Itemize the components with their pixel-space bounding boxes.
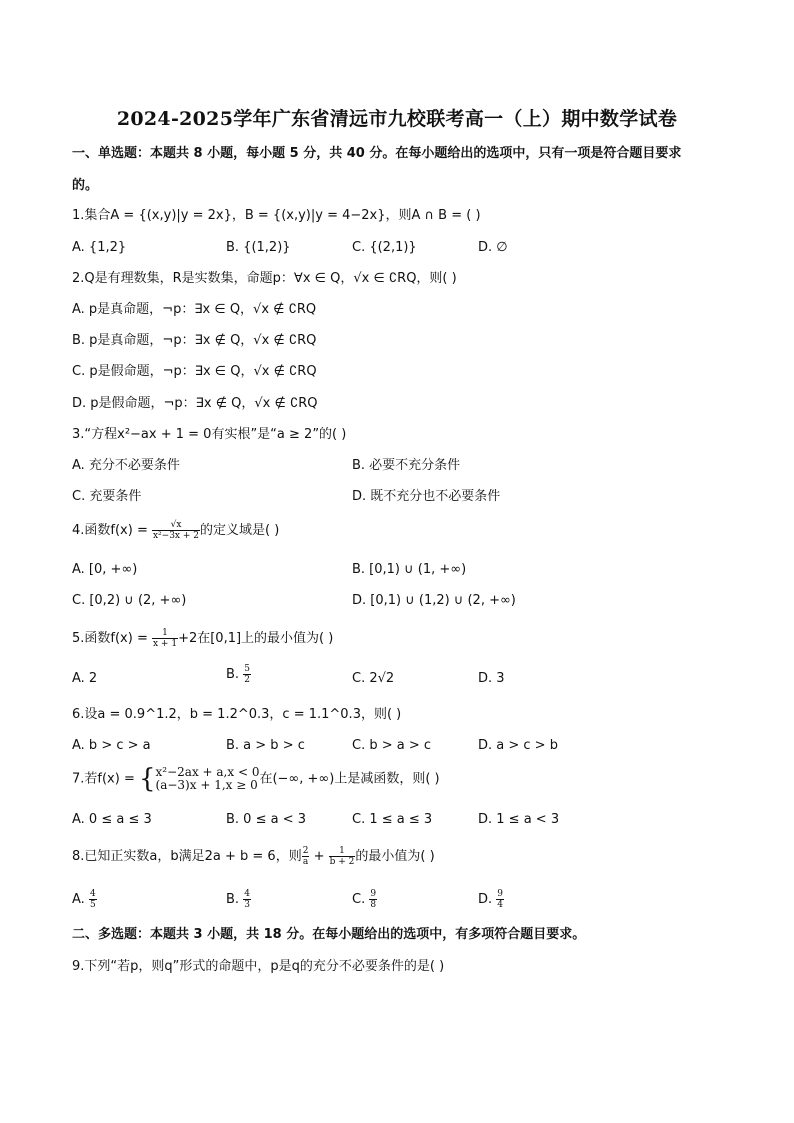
q7-case-1: x²−2ax + a,x < 0 <box>155 765 260 779</box>
q2-option-c: C. p是假命题，¬p：∃x ∈ Q，√x ∉ ∁RQ <box>72 364 317 379</box>
q8-option-b <box>226 889 251 910</box>
q2-option-a: A. p是真命题，¬p：∃x ∈ Q，√x ∉ ∁RQ <box>72 302 317 317</box>
q6-option-a: A. b > c > a <box>72 738 151 753</box>
q2-option-b: B. p是真命题，¬p：∃x ∉ Q，√x ∉ ∁RQ <box>72 333 317 348</box>
q7-stem-prefix: 7.若f(x) = <box>72 771 139 787</box>
q7-piecewise <box>156 766 260 792</box>
q4-fraction <box>152 520 200 541</box>
q3-option-b: B. 必要不充分条件 <box>352 458 461 473</box>
q5-fraction <box>152 628 178 649</box>
q5-option-b-denominator: 2 <box>244 675 250 685</box>
q4-fraction-denominator: x²−3x + 2 <box>152 531 199 541</box>
q4-fraction-numerator: √x <box>152 520 200 531</box>
q3-option-a: A. 充分不必要条件 <box>72 458 180 473</box>
section-1-heading-cont: 的。 <box>72 178 99 193</box>
q5-option-b-label: B. <box>226 667 244 682</box>
q7-option-d: D. 1 ≤ a < 3 <box>478 812 560 827</box>
q8-option-b-numerator: 4 <box>244 889 250 899</box>
q8-option-d-fraction <box>496 889 504 910</box>
q5-option-b-fraction <box>243 664 251 685</box>
question-6-stem: 6.设a = 0.9^1.2，b = 1.2^0.3，c = 1.1^0.3，则( ) <box>72 707 402 722</box>
page-title: 2024-2025学年广东省清远市九校联考高一（上）期中数学试卷 <box>116 108 678 130</box>
q8-option-c-denominator: 8 <box>370 900 377 910</box>
q8-fraction-1-denominator: a <box>302 857 309 867</box>
q5-option-c: C. 2√2 <box>352 671 395 686</box>
q8-option-a-denominator: 5 <box>89 900 96 910</box>
q5-fraction-denominator: x + 1 <box>152 639 178 649</box>
q8-option-c-label: C. <box>352 892 370 907</box>
q8-option-c <box>352 889 377 910</box>
q1-option-d: D. ∅ <box>478 240 508 255</box>
q7-option-a: A. 0 ≤ a ≤ 3 <box>72 812 152 827</box>
q8-option-c-fraction <box>369 889 377 910</box>
q4-stem-prefix: 4.函数f(x) = <box>72 523 152 538</box>
question-5-stem <box>72 628 333 649</box>
q8-option-d-label: D. <box>478 892 497 907</box>
q5-stem-suffix: +2在[0,1]上的最小值为( ) <box>178 631 334 646</box>
section-2-heading: 二、多选题：本题共 3 小题，共 18 分。在每小题给出的选项中，有多项符合题目要求。 <box>72 927 586 942</box>
q6-option-b: B. a > b > c <box>226 738 305 753</box>
q7-stem-suffix: 在(−∞, +∞)上是减函数，则( ) <box>259 771 440 787</box>
q8-fraction-2-numerator: 1 <box>329 846 356 857</box>
q5-option-b <box>226 664 251 685</box>
q4-option-b: B. [0,1) ∪ (1, +∞) <box>352 562 467 577</box>
q8-stem-prefix: 8.已知正实数a，b满足2a + b = 6，则 <box>72 849 302 864</box>
q8-option-b-fraction <box>243 889 251 910</box>
q7-case-2: (a−3)x + 1,x ≥ 0 <box>155 778 258 792</box>
q8-fraction-2-denominator: b + 2 <box>329 857 355 867</box>
q8-fraction-1-numerator: 2 <box>302 846 309 856</box>
question-1-stem: 1.集合A = {(x,y)|y = 2x}，B = {(x,y)|y = 4−2x}，则A ∩ B = ( ) <box>72 208 481 223</box>
q8-plus: + <box>309 849 329 864</box>
q8-option-b-denominator: 3 <box>244 900 250 910</box>
q6-option-c: C. b > a > c <box>352 738 432 753</box>
q8-option-b-label: B. <box>226 892 244 907</box>
q5-option-a: A. 2 <box>72 671 98 686</box>
q6-option-d: D. a > c > b <box>478 738 558 753</box>
q3-option-c: C. 充要条件 <box>72 489 142 504</box>
q5-stem-prefix: 5.函数f(x) = <box>72 631 152 646</box>
q2-option-d: D. p是假命题，¬p：∃x ∉ Q，√x ∉ ∁RQ <box>72 396 318 411</box>
q8-option-d-denominator: 4 <box>497 900 504 910</box>
q4-option-a: A. [0, +∞) <box>72 562 138 577</box>
q1-option-c: C. {(2,1)} <box>352 240 417 255</box>
q8-option-a <box>72 889 97 910</box>
q8-option-d <box>478 889 504 910</box>
question-3-stem: 3.“方程x²−ax + 1 = 0有实根”是“a ≥ 2”的( ) <box>72 427 347 442</box>
q4-option-c: C. [0,2) ∪ (2, +∞) <box>72 593 187 608</box>
q1-option-b: B. {(1,2)} <box>226 240 291 255</box>
q7-option-c: C. 1 ≤ a ≤ 3 <box>352 812 433 827</box>
q4-option-d: D. [0,1) ∪ (1,2) ∪ (2, +∞) <box>352 593 516 608</box>
section-1-heading: 一、单选题：本题共 8 小题，每小题 5 分，共 40 分。在每小题给出的选项中，只有一项是符合题目要求 <box>72 146 682 161</box>
q7-option-b: B. 0 ≤ a < 3 <box>226 812 307 827</box>
q8-option-c-numerator: 9 <box>370 889 377 899</box>
q7-brace: { <box>138 764 156 794</box>
q1-option-a: A. {1,2} <box>72 240 127 255</box>
question-8-stem <box>72 846 435 867</box>
q8-stem-suffix: 的最小值为( ) <box>355 849 435 864</box>
q8-option-a-label: A. <box>72 892 89 907</box>
question-4-stem <box>72 520 279 541</box>
q5-option-d: D. 3 <box>478 671 505 686</box>
q8-fraction-2 <box>329 846 356 867</box>
question-2-stem: 2.Q是有理数集，R是实数集，命题p：∀x ∈ Q，√x ∈ ∁RQ，则( ) <box>72 271 457 286</box>
q5-option-b-numerator: 5 <box>244 664 250 674</box>
q8-option-a-numerator: 4 <box>89 889 96 899</box>
question-7-stem <box>72 766 440 792</box>
q8-option-d-numerator: 9 <box>497 889 504 899</box>
q8-option-a-fraction <box>89 889 97 910</box>
q5-fraction-numerator: 1 <box>152 628 178 639</box>
q3-option-d: D. 既不充分也不必要条件 <box>352 489 501 504</box>
question-9-stem: 9.下列“若p，则q”形式的命题中，p是q的充分不必要条件的是( ) <box>72 959 445 974</box>
q4-stem-suffix: 的定义域是( ) <box>200 523 280 538</box>
